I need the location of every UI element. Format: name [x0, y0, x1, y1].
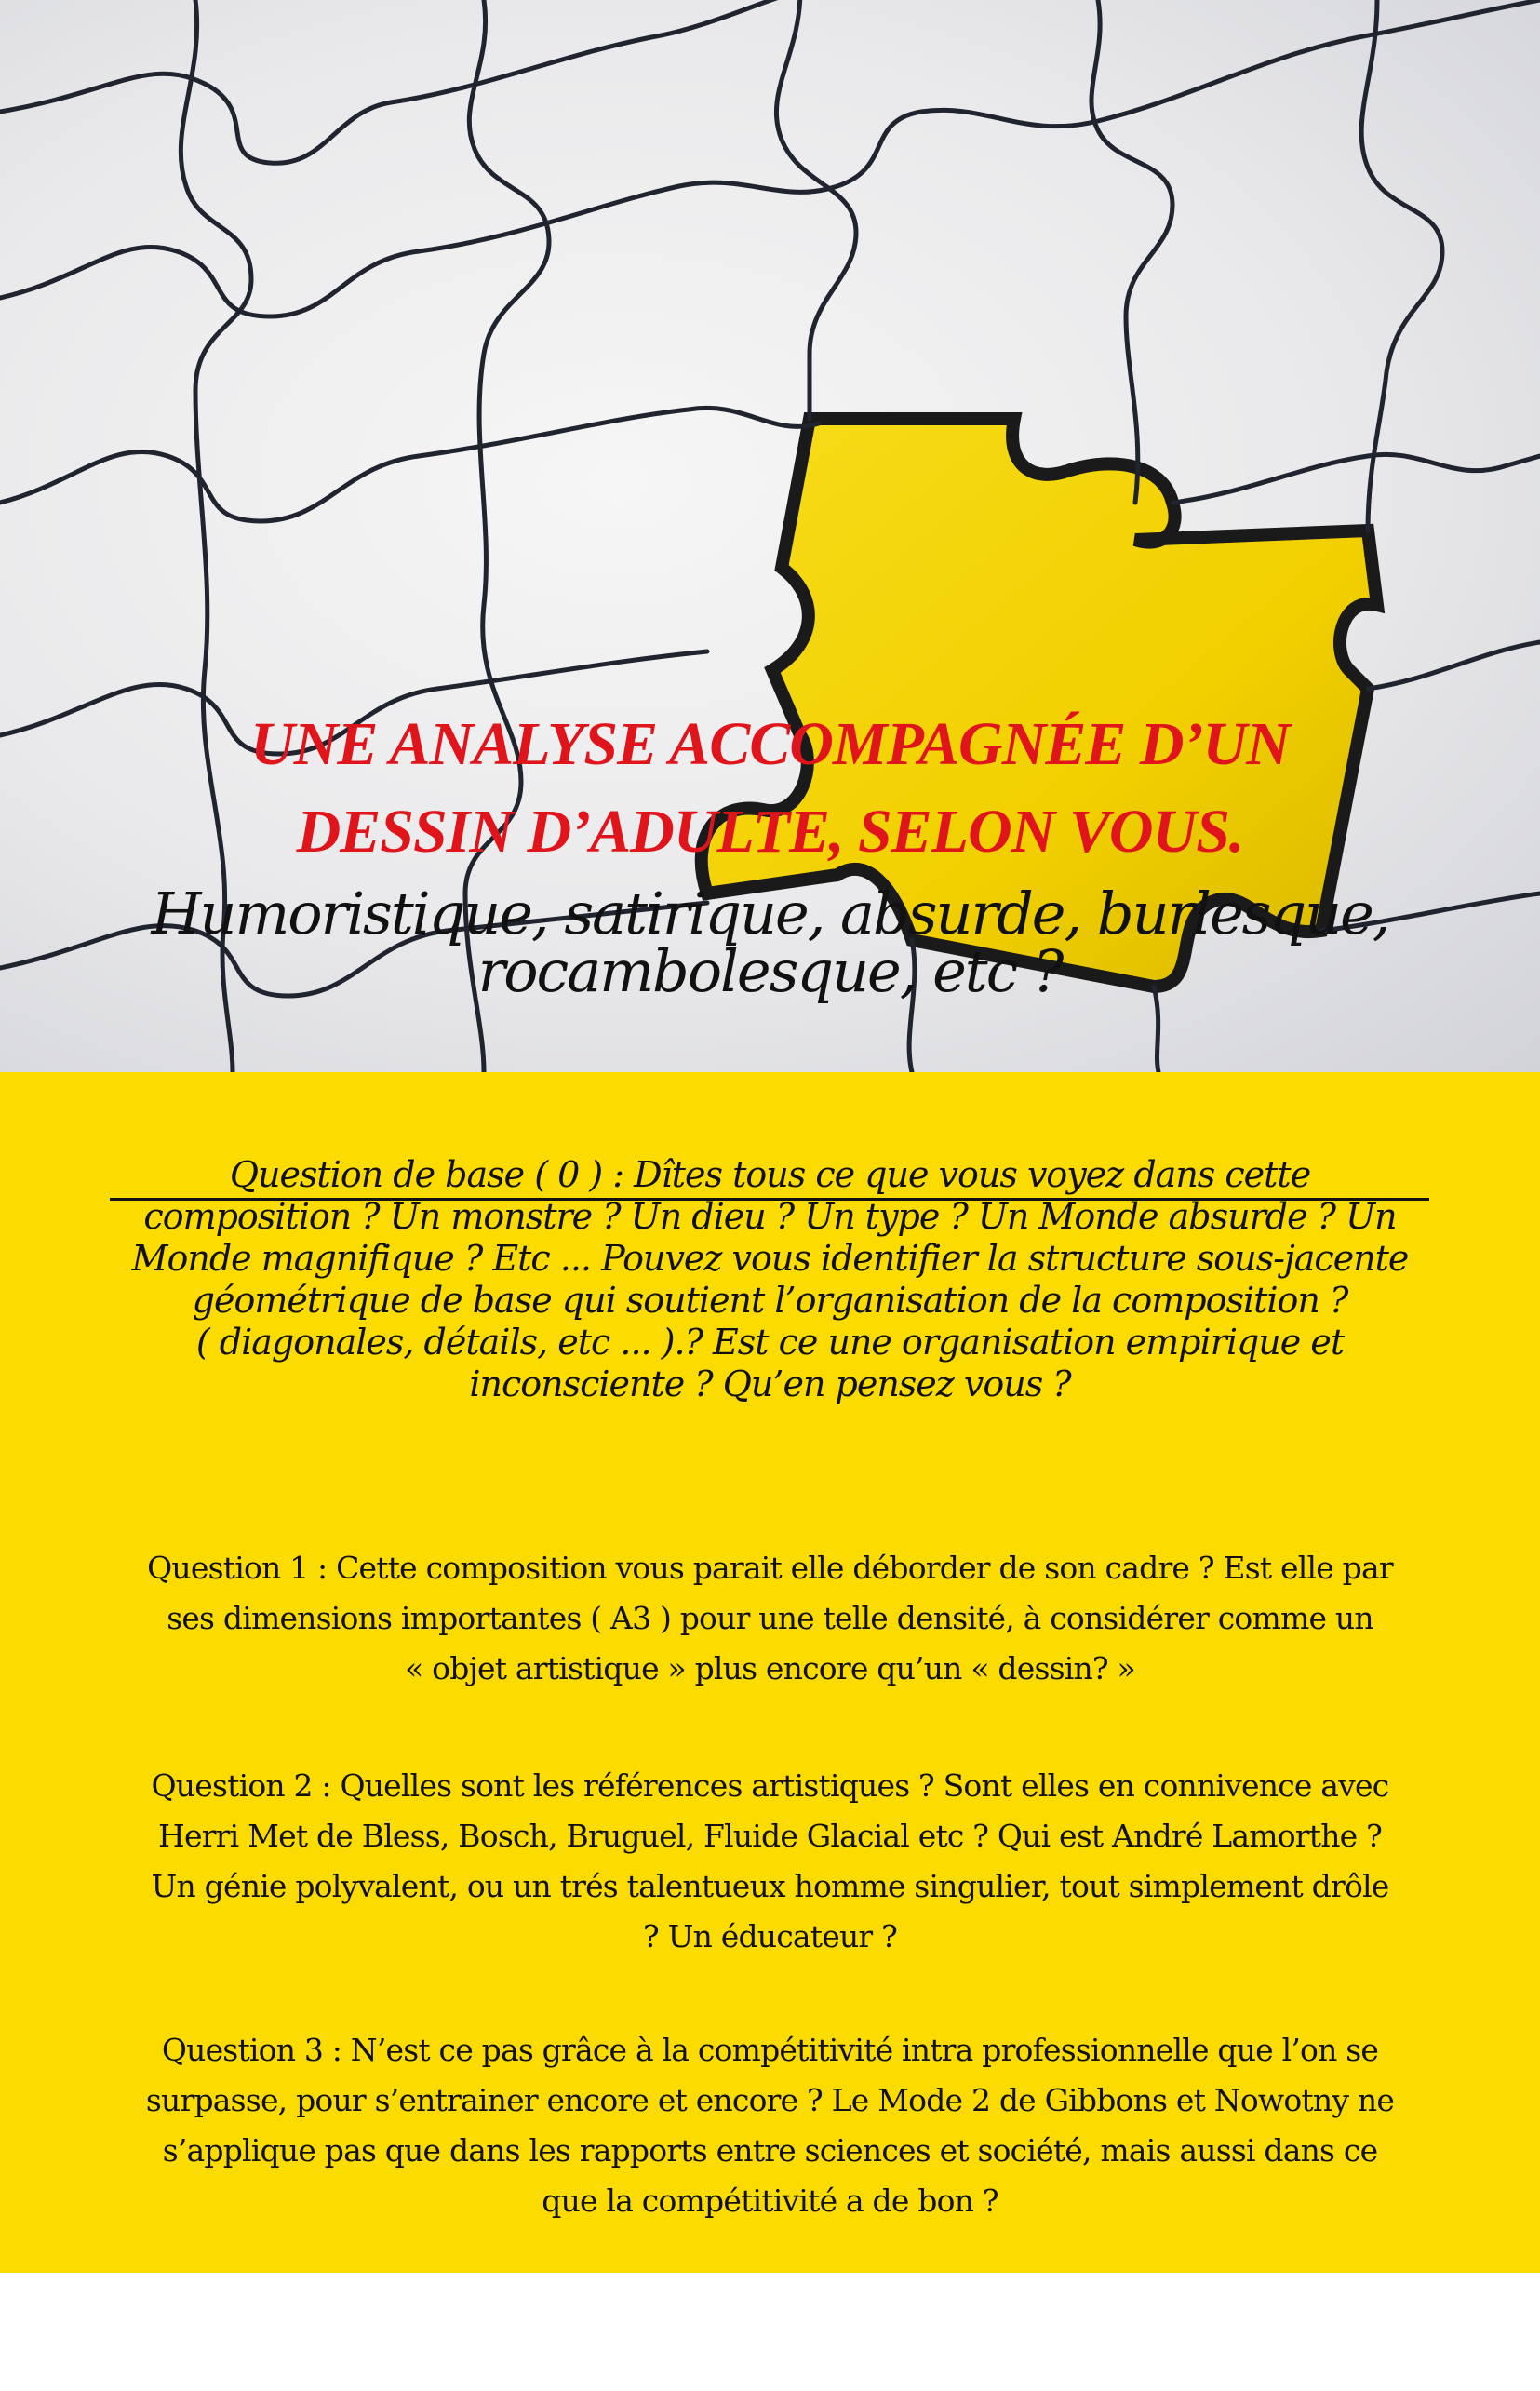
base-question-line: inconsciente ? Qu’en pensez vous ? [469, 1363, 1071, 1404]
question-line: s’applique pas que dans les rapports entre sciences et société, mais aussi dans ce [162, 2132, 1378, 2169]
question-line: ses dimensions importantes ( A3 ) pour une telle densité, à considérer comme un [167, 1600, 1373, 1636]
question-1 [112, 1543, 1428, 1694]
title-line-1: UNE ANALYSE ACCOMPAGNÉE D’UN [250, 710, 1290, 778]
question-line: ? Un éducateur ? [642, 1918, 897, 1954]
question-line: Question 3 : N’est ce pas grâce à la compétitivité intra professionnelle que l’on se [161, 2032, 1379, 2068]
question-line: Question 2 : Quelles sont les références artistiques ? Sont elles en connivence avec [151, 1767, 1389, 1804]
question-3 [112, 2025, 1428, 2226]
base-question-line: Question de base ( 0 ) : Dîtes tous ce que vous voyez dans cette [229, 1154, 1311, 1195]
base-question-line: ( diagonales, détails, etc ... ).? Est ce une organisation empirique et [195, 1322, 1345, 1363]
hero-banner [0, 0, 1540, 1072]
subtitle-line-2: rocambolesque, etc ? [477, 937, 1063, 1005]
question-2 [112, 1761, 1428, 1962]
base-question-line: géométrique de base qui soutient l’organisation de la composition ? [192, 1280, 1348, 1321]
base-question-line: Monde magnifique ? Etc ... Pouvez vous identifier la structure sous-jacente [131, 1238, 1409, 1279]
question-line: « objet artistique » plus encore qu’un « dessin? » [405, 1650, 1135, 1686]
base-question-line: composition ? Un monstre ? Un dieu ? Un type ? Un Monde absurde ? Un [143, 1196, 1397, 1237]
question-line: surpasse, pour s’entrainer encore et encore ? Le Mode 2 de Gibbons et Nowotny ne [145, 2082, 1395, 2118]
question-line: Un génie polyvalent, ou un trés talentueux homme singulier, tout simplement drôle [151, 1868, 1389, 1904]
question-line: Question 1 : Cette composition vous parait elle déborder de son cadre ? Est elle par [147, 1550, 1393, 1586]
subtitle-line-1: Humoristique, satirique, absurde, burlesque, [151, 880, 1389, 947]
title-line-2: DESSIN D’ADULTE, SELON VOUS. [296, 798, 1244, 866]
base-question [102, 1154, 1438, 1405]
question-line: que la compétitivité a de bon ? [542, 2183, 998, 2219]
question-line: Herri Met de Bless, Bosch, Bruguel, Fluide Glacial etc ? Qui est André Lamorthe ? [158, 1818, 1382, 1854]
